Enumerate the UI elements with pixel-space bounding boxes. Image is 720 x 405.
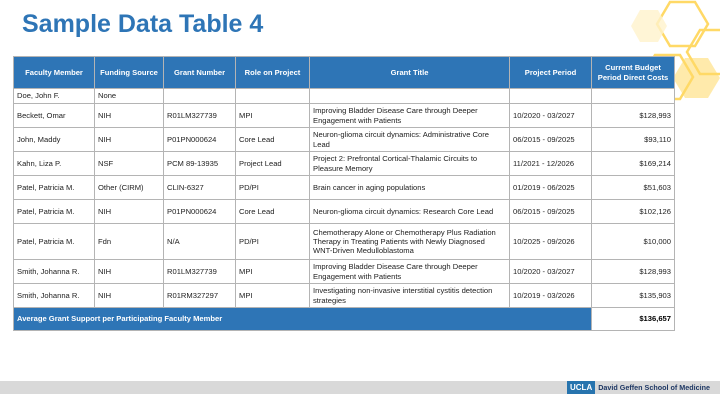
cell-grant-number: P01PN000624 bbox=[164, 128, 236, 152]
table-row bbox=[14, 128, 675, 152]
cell-project-period: 11/2021 - 12/2026 bbox=[510, 152, 592, 176]
cell-faculty-member: John, Maddy bbox=[14, 128, 95, 152]
cell-funding-source: NIH bbox=[95, 200, 164, 224]
cell-project-period: 10/2025 - 09/2026 bbox=[510, 224, 592, 260]
column-header-role-on-project: Role on Project bbox=[236, 57, 310, 89]
cell-grant-number: R01LM327739 bbox=[164, 104, 236, 128]
cell-grant-title: Neuron-glioma circuit dynamics: Research Core Lead bbox=[310, 200, 510, 224]
cell-project-period: 06/2015 - 09/2025 bbox=[510, 200, 592, 224]
table-row bbox=[14, 176, 675, 200]
cell-direct-costs: $128,993 bbox=[592, 260, 675, 284]
table-row bbox=[14, 104, 675, 128]
cell-project-period: 06/2015 - 09/2025 bbox=[510, 128, 592, 152]
cell-role: Project Lead bbox=[236, 152, 310, 176]
cell-project-period: 10/2019 - 03/2026 bbox=[510, 284, 592, 308]
column-header-grant-number: Grant Number bbox=[164, 57, 236, 89]
cell-direct-costs: $93,110 bbox=[592, 128, 675, 152]
school-name: David Geffen School of Medicine bbox=[598, 383, 711, 392]
cell-funding-source: NIH bbox=[95, 104, 164, 128]
cell-role: MPI bbox=[236, 104, 310, 128]
cell-faculty-member: Doe, John F. bbox=[14, 89, 95, 104]
average-support-label: Average Grant Support per Participating Faculty Member bbox=[14, 308, 592, 331]
cell-role: MPI bbox=[236, 284, 310, 308]
page-title: Sample Data Table 4 bbox=[22, 10, 264, 38]
cell-grant-title bbox=[310, 89, 510, 104]
cell-funding-source: NIH bbox=[95, 260, 164, 284]
cell-funding-source: NIH bbox=[95, 284, 164, 308]
cell-faculty-member: Patel, Patricia M. bbox=[14, 200, 95, 224]
cell-role: Core Lead bbox=[236, 128, 310, 152]
cell-funding-source: NSF bbox=[95, 152, 164, 176]
table-header-row bbox=[14, 57, 675, 89]
table-footer-row bbox=[14, 308, 675, 331]
cell-funding-source: Fdn bbox=[95, 224, 164, 260]
ucla-badge: UCLA bbox=[567, 381, 595, 394]
cell-faculty-member: Beckett, Omar bbox=[14, 104, 95, 128]
cell-grant-title: Improving Bladder Disease Care through Deeper Engagement with Patients bbox=[310, 104, 510, 128]
cell-direct-costs: $135,903 bbox=[592, 284, 675, 308]
cell-direct-costs bbox=[592, 89, 675, 104]
table-row bbox=[14, 89, 675, 104]
cell-grant-number: R01LM327739 bbox=[164, 260, 236, 284]
cell-grant-title: Neuron-glioma circuit dynamics: Administrative Core Lead bbox=[310, 128, 510, 152]
table-row bbox=[14, 152, 675, 176]
cell-faculty-member: Smith, Johanna R. bbox=[14, 260, 95, 284]
column-header-project-period: Project Period bbox=[510, 57, 592, 89]
cell-grant-number: R01RM327297 bbox=[164, 284, 236, 308]
cell-project-period: 10/2020 - 03/2027 bbox=[510, 104, 592, 128]
cell-role: Core Lead bbox=[236, 200, 310, 224]
cell-role: PD/PI bbox=[236, 176, 310, 200]
cell-grant-number bbox=[164, 89, 236, 104]
ucla-logo bbox=[567, 381, 710, 394]
column-header-funding-source: Funding Source bbox=[95, 57, 164, 89]
cell-project-period: 10/2020 - 03/2027 bbox=[510, 260, 592, 284]
cell-grant-number: P01PN000624 bbox=[164, 200, 236, 224]
cell-direct-costs: $10,000 bbox=[592, 224, 675, 260]
cell-role bbox=[236, 89, 310, 104]
grant-table-container bbox=[13, 56, 674, 331]
cell-faculty-member: Patel, Patricia M. bbox=[14, 176, 95, 200]
cell-direct-costs: $102,126 bbox=[592, 200, 675, 224]
cell-direct-costs: $128,993 bbox=[592, 104, 675, 128]
table-row bbox=[14, 224, 675, 260]
cell-direct-costs: $51,603 bbox=[592, 176, 675, 200]
cell-grant-number: PCM 89-13935 bbox=[164, 152, 236, 176]
cell-faculty-member: Smith, Johanna R. bbox=[14, 284, 95, 308]
table-row bbox=[14, 260, 675, 284]
cell-grant-title: Chemotherapy Alone or Chemotherapy Plus Radiation Therapy in Treating Patients with Newly Diagnosed WNT-Driven Medulloblastoma bbox=[310, 224, 510, 260]
cell-faculty-member: Kahn, Liza P. bbox=[14, 152, 95, 176]
cell-grant-title: Project 2: Prefrontal Cortical-Thalamic Circuits to Pleasure Memory bbox=[310, 152, 510, 176]
cell-grant-title: Brain cancer in aging populations bbox=[310, 176, 510, 200]
average-support-value: $136,657 bbox=[592, 308, 675, 331]
cell-funding-source: NIH bbox=[95, 128, 164, 152]
cell-grant-number: N/A bbox=[164, 224, 236, 260]
cell-funding-source: Other (CIRM) bbox=[95, 176, 164, 200]
table-row bbox=[14, 200, 675, 224]
cell-role: PD/PI bbox=[236, 224, 310, 260]
cell-direct-costs: $169,214 bbox=[592, 152, 675, 176]
column-header-faculty-member: Faculty Member bbox=[14, 57, 95, 89]
table-row bbox=[14, 284, 675, 308]
cell-project-period bbox=[510, 89, 592, 104]
cell-funding-source: None bbox=[95, 89, 164, 104]
grant-table bbox=[13, 56, 675, 331]
cell-role: MPI bbox=[236, 260, 310, 284]
cell-project-period: 01/2019 - 06/2025 bbox=[510, 176, 592, 200]
cell-grant-title: Investigating non-invasive interstitial cystitis detection strategies bbox=[310, 284, 510, 308]
column-header-grant-title: Grant Title bbox=[310, 57, 510, 89]
column-header-direct-costs: Current Budget Period Direct Costs bbox=[592, 57, 675, 89]
cell-grant-number: CLIN-6327 bbox=[164, 176, 236, 200]
cell-faculty-member: Patel, Patricia M. bbox=[14, 224, 95, 260]
cell-grant-title: Improving Bladder Disease Care through Deeper Engagement with Patients bbox=[310, 260, 510, 284]
